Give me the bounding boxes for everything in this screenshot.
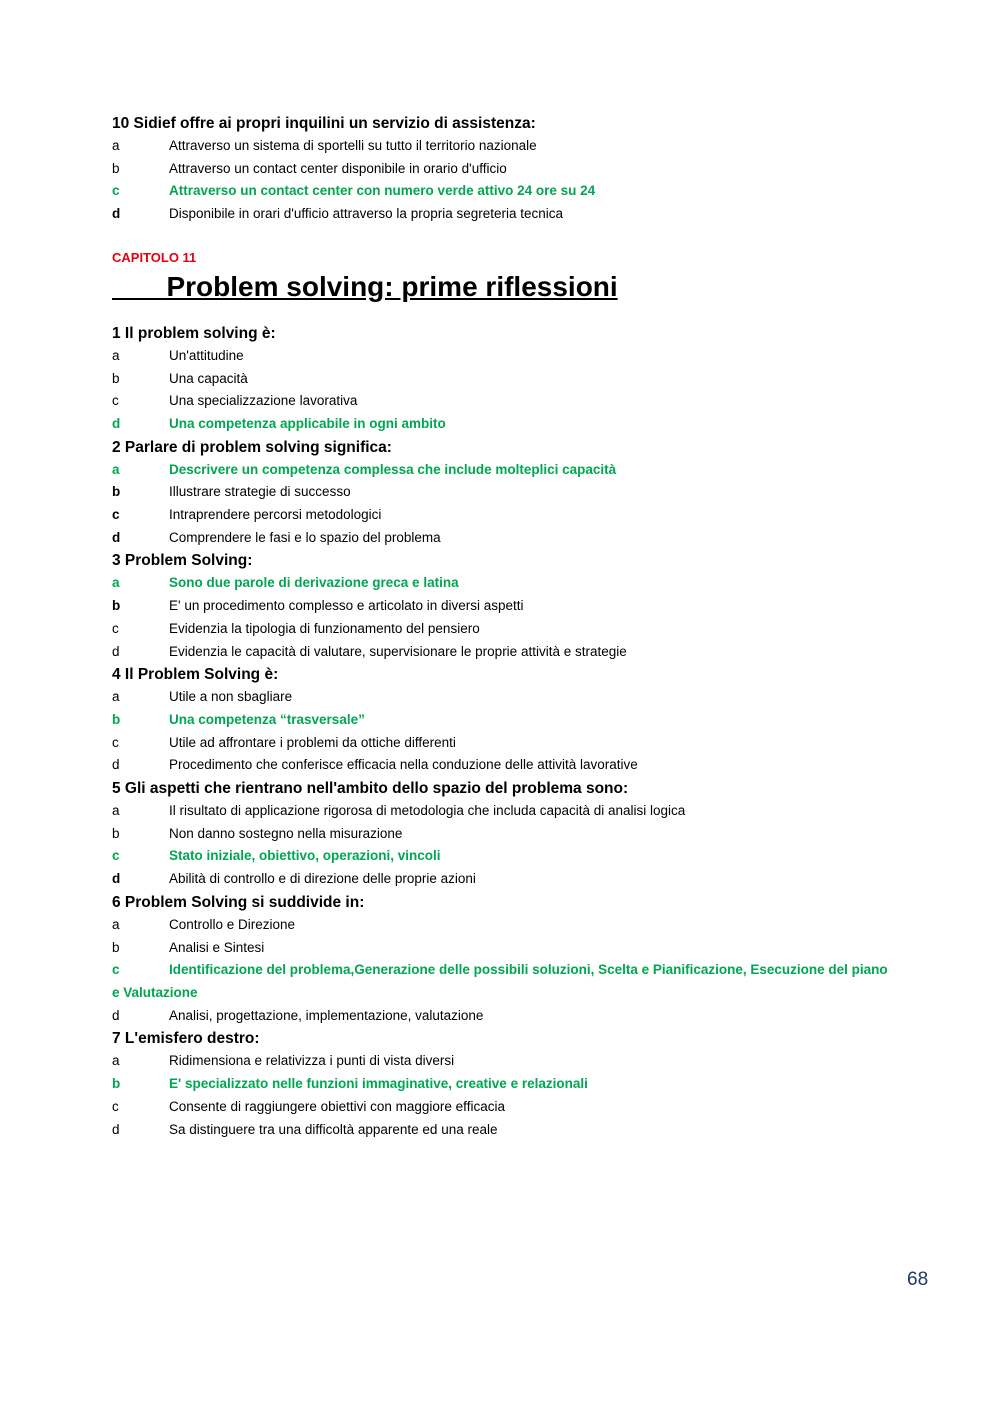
chapter-title-text: Problem solving: prime riflessioni — [166, 270, 618, 302]
option-letter: a — [112, 575, 120, 591]
option-letter: b — [112, 711, 121, 727]
option-letter: a — [112, 347, 120, 363]
question-10-block — [112, 112, 892, 226]
option-letter: b — [112, 1076, 121, 1092]
question-6-block — [112, 891, 892, 1028]
option-letter: c — [112, 507, 120, 523]
option-letter: c — [112, 1098, 119, 1114]
option-d — [112, 203, 892, 226]
option-text: Attraverso un contact center disponibile in orario d'ufficio — [169, 160, 507, 176]
chapter-label: CAPITOLO 11 — [112, 249, 197, 265]
option-text: Procedimento che conferisce efficacia nella conduzione delle attività lavorative — [169, 757, 638, 773]
question-2-block — [112, 436, 892, 550]
option-text: Non danno sostegno nella misurazione — [169, 825, 403, 841]
option-b — [112, 595, 892, 618]
option-letter: b — [112, 598, 121, 614]
option-text: Evidenzia la tipologia di funzionamento del pensiero — [169, 620, 480, 636]
question-text: 7 L'emisfero destro: — [112, 1030, 260, 1048]
option-a — [112, 800, 892, 823]
question-text: 6 Problem Solving si suddivide in: — [112, 893, 365, 911]
option-letter: d — [112, 1007, 120, 1023]
option-text: Utile a non sbagliare — [169, 689, 293, 705]
option-c-correct — [112, 845, 892, 868]
option-letter: c — [112, 962, 120, 978]
option-letter: c — [112, 734, 119, 750]
option-a — [112, 686, 892, 709]
option-text: Il risultato di applicazione rigorosa di metodologia che includa capacità di analisi logica — [169, 803, 686, 819]
option-a-correct — [112, 572, 892, 595]
option-text: Illustrare strategie di successo — [169, 484, 351, 500]
option-b — [112, 368, 892, 391]
option-a-correct — [112, 459, 892, 482]
option-d — [112, 1119, 892, 1142]
option-text: Controllo e Direzione — [169, 916, 296, 932]
option-text: Descrivere un competenza complessa che include molteplici capacità — [169, 461, 617, 477]
option-text: Una competenza “trasversale” — [169, 711, 365, 727]
option-text: E' un procedimento complesso e articolato in diversi aspetti — [169, 598, 524, 614]
option-letter: c — [112, 620, 119, 636]
option-a — [112, 135, 892, 158]
page-number: 68 — [907, 1269, 929, 1290]
option-letter: c — [112, 848, 120, 864]
option-text: Ridimensiona e relativizza i punti di vista diversi — [169, 1053, 455, 1069]
option-d — [112, 641, 892, 664]
option-b — [112, 937, 892, 960]
option-letter: a — [112, 803, 120, 819]
option-text: Intraprendere percorsi metodologici — [169, 507, 382, 523]
option-d — [112, 527, 892, 550]
option-a — [112, 1050, 892, 1073]
option-letter: d — [112, 757, 120, 773]
option-letter: c — [112, 183, 120, 199]
option-text: Attraverso un sistema di sportelli su tutto il territorio nazionale — [169, 138, 537, 153]
option-c — [112, 390, 892, 413]
option-letter: a — [112, 461, 120, 477]
option-letter: b — [112, 939, 120, 955]
question-text: 4 Il Problem Solving è: — [112, 666, 279, 684]
option-b — [112, 481, 892, 504]
question-text: 3 Problem Solving: — [112, 552, 253, 570]
option-c — [112, 732, 892, 755]
question-4-block — [112, 663, 892, 777]
option-letter: d — [112, 415, 121, 431]
option-letter: d — [112, 1121, 120, 1137]
option-a — [112, 345, 892, 368]
question-1-block — [112, 322, 892, 436]
option-letter: c — [112, 393, 119, 409]
option-d — [112, 1005, 892, 1028]
option-text: Comprendere le fasi e lo spazio del problema — [169, 529, 441, 545]
option-c — [112, 504, 892, 527]
option-letter: b — [112, 370, 120, 386]
option-text: Abilità di controllo e di direzione delle proprie azioni — [169, 871, 476, 887]
option-text: Una capacità — [169, 370, 248, 386]
option-c — [112, 618, 892, 641]
option-b — [112, 823, 892, 846]
option-a — [112, 914, 892, 937]
option-letter: a — [112, 916, 120, 932]
option-text: E' specializzato nelle funzioni immaginative, creative e relazionali — [169, 1076, 588, 1092]
option-letter: d — [112, 529, 121, 545]
option-letter: b — [112, 160, 120, 176]
question-text: 5 Gli aspetti che rientrano nell'ambito dello spazio del problema sono: — [112, 780, 629, 798]
option-text: Utile ad affrontare i problemi da ottiche differenti — [169, 734, 456, 750]
document-page — [112, 112, 892, 1141]
chapter-title — [112, 268, 892, 306]
question-7-block — [112, 1027, 892, 1141]
option-c-correct — [112, 180, 892, 203]
option-text: Una competenza applicabile in ogni ambito — [169, 415, 446, 431]
option-text: Un'attitudine — [169, 347, 244, 363]
question-text: 10 Sidief offre ai propri inquilini un servizio di assistenza: — [112, 115, 536, 132]
option-text: Sa distinguere tra una difficoltà apparente ed una reale — [169, 1121, 498, 1137]
question-text: 2 Parlare di problem solving significa: — [112, 438, 392, 456]
option-b-correct — [112, 709, 892, 732]
option-text: Stato iniziale, obiettivo, operazioni, vincoli — [169, 848, 441, 864]
option-letter: a — [112, 689, 120, 705]
option-text: Consente di raggiungere obiettivi con maggiore efficacia — [169, 1098, 505, 1114]
option-c-correct — [112, 959, 892, 1004]
option-text: Sono due parole di derivazione greca e latina — [169, 575, 459, 591]
question-text: 1 Il problem solving è: — [112, 324, 276, 342]
option-text: Evidenzia le capacità di valutare, supervisionare le proprie attività e strategie — [169, 643, 627, 659]
option-b — [112, 158, 892, 181]
question-3-block — [112, 549, 892, 663]
option-c — [112, 1096, 892, 1119]
option-letter: b — [112, 825, 120, 841]
option-text: Identificazione del problema,Generazione delle possibili soluzioni, Scelta e Pianificazione, Esecuzione del piano e Valutazione — [112, 962, 888, 1000]
option-letter: d — [112, 871, 121, 887]
option-b-correct — [112, 1073, 892, 1096]
option-text: Una specializzazione lavorativa — [169, 393, 358, 409]
option-text: Disponibile in orari d'ufficio attraverso la propria segreteria tecnica — [169, 206, 564, 222]
option-text: Analisi, progettazione, implementazione, valutazione — [169, 1007, 484, 1023]
option-letter: a — [112, 1053, 120, 1069]
option-letter: d — [112, 206, 121, 222]
option-letter: b — [112, 484, 121, 500]
option-d — [112, 868, 892, 891]
option-d-correct — [112, 413, 892, 436]
option-letter: d — [112, 643, 120, 659]
option-letter: a — [112, 138, 120, 153]
option-text: Analisi e Sintesi — [169, 939, 265, 955]
option-text: Attraverso un contact center con numero verde attivo 24 ore su 24 — [169, 183, 596, 199]
question-5-block — [112, 777, 892, 891]
option-d — [112, 754, 892, 777]
